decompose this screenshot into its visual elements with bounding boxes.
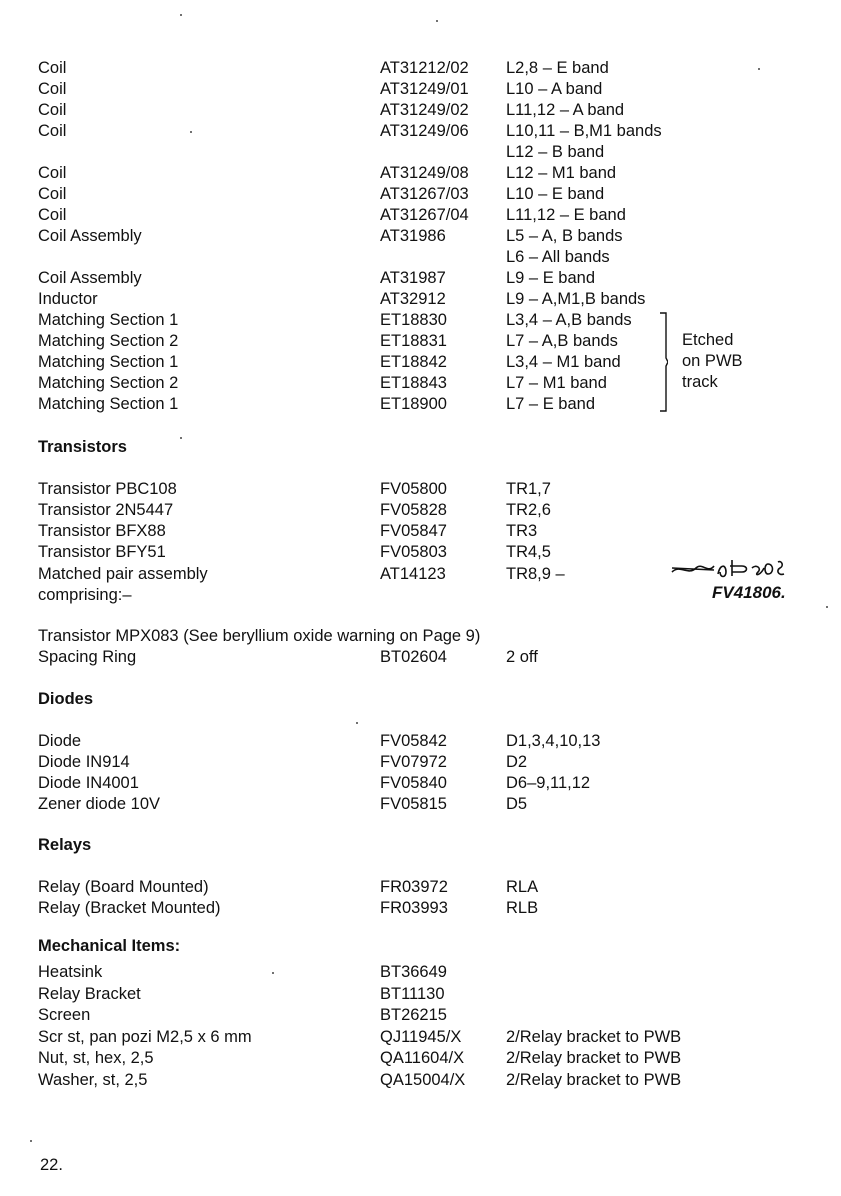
part-description: Coil [38, 122, 67, 140]
scan-speck [190, 131, 192, 133]
part-description: comprising:– [38, 586, 132, 604]
mechanical-heading: Mechanical Items: [38, 937, 181, 955]
part-number: ET18831 [380, 332, 447, 350]
circuit-reference: RLB [506, 899, 539, 917]
part-number: AT31986 [380, 227, 446, 245]
part-number: FV07972 [380, 753, 447, 771]
part-description: Zener diode 10V [38, 795, 161, 813]
part-description: Diode IN4001 [38, 774, 139, 792]
part-number: BT11130 [380, 985, 445, 1003]
part-number: FV05800 [380, 480, 447, 498]
part-number: FR03972 [380, 878, 448, 896]
table-row [0, 500, 841, 521]
circuit-reference: L9 – A,M1,B bands [506, 290, 646, 308]
part-number: FV05847 [380, 522, 447, 540]
part-description: Coil [38, 206, 67, 224]
part-description: Spacing Ring [38, 648, 137, 666]
part-number: AT32912 [380, 290, 446, 308]
circuit-reference: L3,4 – A,B bands [506, 311, 632, 329]
part-number: BT26215 [380, 1006, 447, 1024]
part-number: BT36649 [380, 963, 447, 981]
table-row [0, 984, 841, 1005]
circuit-reference: 2/Relay bracket to PWB [506, 1049, 682, 1067]
part-number: FV05840 [380, 774, 447, 792]
circuit-reference: D5 [506, 795, 528, 813]
table-row [0, 479, 841, 500]
table-row [0, 226, 841, 247]
circuit-reference: L11,12 – A band [506, 101, 625, 119]
scan-speck [356, 722, 358, 724]
part-description: Matching Section 2 [38, 374, 179, 392]
scan-speck [826, 606, 828, 608]
part-description: Matched pair assembly [38, 565, 208, 583]
scan-speck [30, 1140, 32, 1142]
relays-heading: Relays [38, 836, 92, 854]
circuit-reference: D1,3,4,10,13 [506, 732, 601, 750]
part-number: FV05815 [380, 795, 447, 813]
scan-speck [180, 437, 182, 439]
circuit-reference: L9 – E band [506, 269, 595, 287]
table-row [0, 731, 841, 752]
circuit-reference: TR4,5 [506, 543, 551, 561]
part-description: Coil Assembly [38, 227, 142, 245]
circuit-reference: L7 – A,B bands [506, 332, 618, 350]
table-row [0, 773, 841, 794]
table-row [0, 1005, 841, 1026]
scan-speck [436, 20, 438, 22]
circuit-reference: D2 [506, 753, 528, 771]
table-row [0, 647, 841, 668]
circuit-reference: 2 off [506, 648, 538, 666]
part-description: Transistor MPX083 (See beryllium oxide warning on Page 9) [38, 627, 481, 645]
table-row [0, 394, 841, 415]
scan-speck [180, 14, 182, 16]
table-row [0, 184, 841, 205]
scan-speck [758, 68, 760, 70]
part-description: Coil [38, 101, 67, 119]
part-description: Transistor PBC108 [38, 480, 177, 498]
part-description: Relay Bracket [38, 985, 141, 1003]
part-description: Matching Section 2 [38, 332, 179, 350]
part-description: Coil [38, 80, 67, 98]
part-number: AT31267/04 [380, 206, 469, 224]
circuit-reference: D6–9,11,12 [506, 774, 591, 792]
table-row [0, 626, 841, 647]
part-description: Diode IN914 [38, 753, 130, 771]
table-row [0, 268, 841, 289]
part-number: QJ11945/X [380, 1028, 462, 1046]
circuit-reference: L3,4 – M1 band [506, 353, 621, 371]
part-description: Inductor [38, 290, 98, 308]
page-number: 22. [40, 1156, 63, 1174]
part-description: Coil [38, 185, 67, 203]
part-number: ET18830 [380, 311, 447, 329]
table-row [0, 794, 841, 815]
circuit-reference: L10,11 – B,M1 bands [506, 122, 662, 140]
circuit-reference: L12 – M1 band [506, 164, 617, 182]
table-row [0, 142, 841, 163]
circuit-reference: L11,12 – E band [506, 206, 626, 224]
etched-note-line: track [682, 373, 718, 391]
part-number: AT31212/02 [380, 59, 469, 77]
part-number: FR03993 [380, 899, 448, 917]
part-description: Coil [38, 164, 67, 182]
circuit-reference: L12 – B band [506, 143, 605, 161]
diodes-heading: Diodes [38, 690, 94, 708]
part-description: Heatsink [38, 963, 103, 981]
part-number: AT31249/06 [380, 122, 469, 140]
scan-speck [272, 972, 274, 974]
circuit-reference: L7 – E band [506, 395, 595, 413]
table-row [0, 1048, 841, 1069]
etched-note-line: Etched [682, 331, 734, 349]
table-row [0, 289, 841, 310]
table-row [0, 962, 841, 983]
part-description: Matching Section 1 [38, 395, 179, 413]
table-row [0, 521, 841, 542]
table-row [0, 121, 841, 142]
circuit-reference: RLA [506, 878, 539, 896]
part-description: Transistor BFX88 [38, 522, 166, 540]
part-number: AT31249/02 [380, 101, 469, 119]
part-number: BT02604 [380, 648, 447, 666]
part-description: Coil [38, 59, 67, 77]
circuit-reference: 2/Relay bracket to PWB [506, 1028, 682, 1046]
circuit-reference: L7 – M1 band [506, 374, 607, 392]
brace-bracket [660, 312, 668, 412]
table-row [0, 58, 841, 79]
part-number: AT31987 [380, 269, 446, 287]
circuit-reference: L10 – A band [506, 80, 603, 98]
circuit-reference: TR1,7 [506, 480, 551, 498]
table-row [0, 163, 841, 184]
circuit-reference: L5 – A, B bands [506, 227, 623, 245]
table-row [0, 310, 841, 331]
table-row [0, 205, 841, 226]
table-row [0, 1070, 841, 1091]
part-number: ET18843 [380, 374, 447, 392]
handwritten-annotation-text: FV41806. [712, 583, 786, 602]
table-row [0, 100, 841, 121]
part-number: FV05842 [380, 732, 447, 750]
part-number: QA15004/X [380, 1071, 466, 1089]
part-number: ET18842 [380, 353, 447, 371]
part-description: Diode [38, 732, 82, 750]
table-row [0, 898, 841, 919]
table-row [0, 1027, 841, 1048]
part-number: AT14123 [380, 565, 446, 583]
etched-note-line: on PWB [682, 352, 743, 370]
part-description: Nut, st, hex, 2,5 [38, 1049, 154, 1067]
circuit-reference: L2,8 – E band [506, 59, 609, 77]
table-row [0, 752, 841, 773]
part-description: Scr st, pan pozi M2,5 x 6 mm [38, 1028, 252, 1046]
etched-note [682, 330, 743, 393]
part-description: Transistor 2N5447 [38, 501, 174, 519]
part-number: QA11604/X [380, 1049, 465, 1067]
part-number: AT31249/08 [380, 164, 469, 182]
table-row [0, 877, 841, 898]
part-description: Relay (Bracket Mounted) [38, 899, 221, 917]
part-number: AT31267/03 [380, 185, 469, 203]
part-description: Matching Section 1 [38, 311, 179, 329]
part-description: Screen [38, 1006, 91, 1024]
part-description: Matching Section 1 [38, 353, 179, 371]
part-description: Transistor BFY51 [38, 543, 166, 561]
handwritten-annotation [670, 554, 840, 614]
part-description: Coil Assembly [38, 269, 142, 287]
part-description: Washer, st, 2,5 [38, 1071, 148, 1089]
part-number: FV05828 [380, 501, 447, 519]
circuit-reference: TR8,9 – [506, 565, 565, 583]
circuit-reference: L10 – E band [506, 185, 605, 203]
table-row [0, 79, 841, 100]
part-number: AT31249/01 [380, 80, 469, 98]
circuit-reference: L6 – All bands [506, 248, 610, 266]
transistors-heading: Transistors [38, 438, 127, 456]
part-number: FV05803 [380, 543, 447, 561]
part-number: ET18900 [380, 395, 447, 413]
part-description: Relay (Board Mounted) [38, 878, 209, 896]
table-row [0, 247, 841, 268]
circuit-reference: TR2,6 [506, 501, 551, 519]
circuit-reference: TR3 [506, 522, 538, 540]
circuit-reference: 2/Relay bracket to PWB [506, 1071, 682, 1089]
